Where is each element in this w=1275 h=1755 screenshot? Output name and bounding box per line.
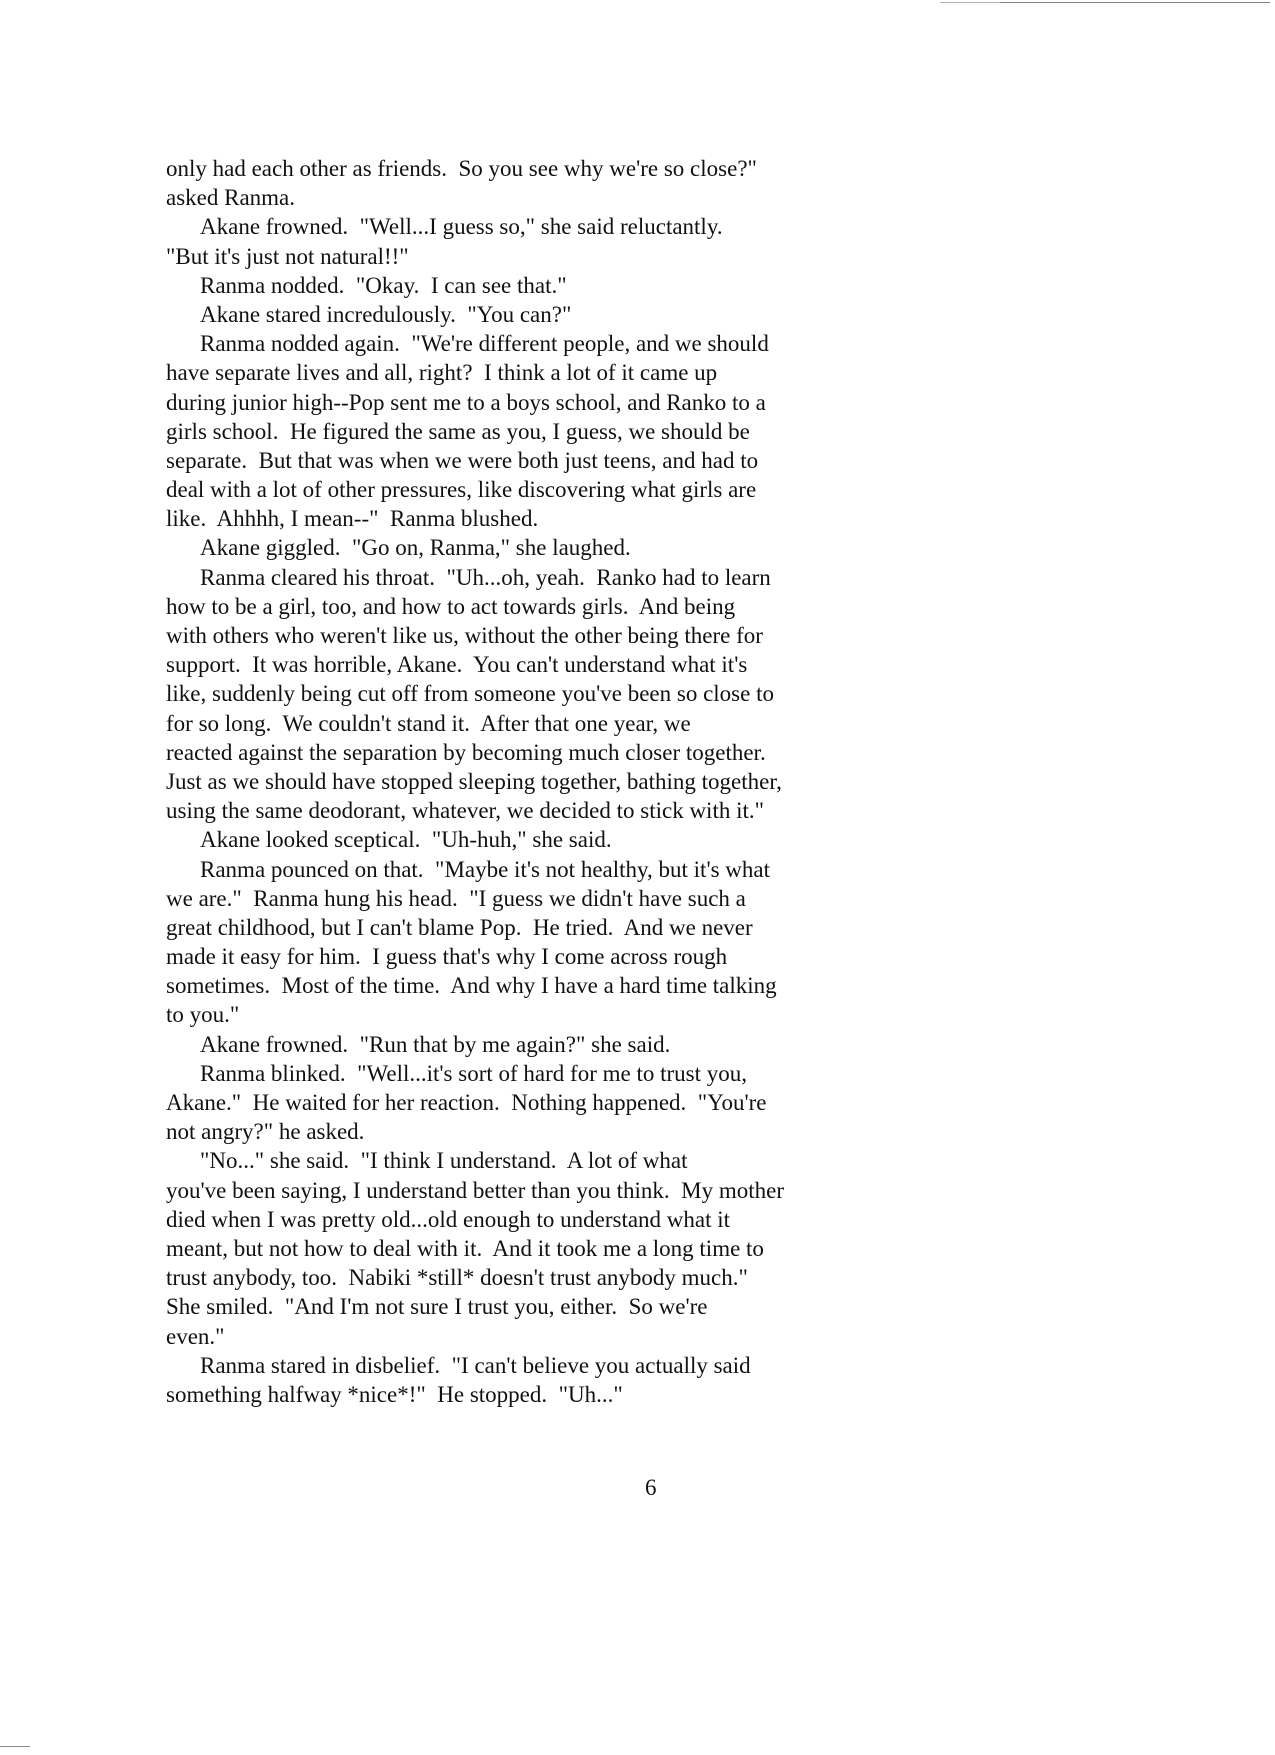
text-line: "No..." she said. "I think I understand. A lot of what: [200, 1148, 688, 1174]
text-line: died when I was pretty old...old enough to understand what it: [166, 1206, 731, 1232]
text-line: She smiled. "And I'm not sure I trust you, either. So we're: [166, 1294, 708, 1320]
text-line: Akane giggled. "Go on, Ranma," she laughed.: [200, 535, 631, 561]
page-body-text: [166, 154, 856, 1409]
text-line: Akane." He waited for her reaction. Nothing happened. "You're: [166, 1090, 767, 1115]
text-line: for so long. We couldn't stand it. After that one year, we: [166, 710, 691, 736]
text-line: Ranma nodded. "Okay. I can see that.": [200, 272, 567, 298]
text-line: Akane looked sceptical. "Uh-huh," she said.: [200, 827, 612, 853]
text-line: separate. But that was when we were both just teens, and had to: [166, 447, 759, 473]
text-line: like. Ahhhh, I mean--" Ranma blushed.: [166, 506, 539, 532]
text-line: "But it's just not natural!!": [166, 243, 409, 269]
text-line: sometimes. Most of the time. And why I have a hard time talking: [166, 973, 777, 999]
text-line: girls school. He figured the same as you, I guess, we should be: [166, 418, 750, 444]
text-line: only had each other as friends. So you see why we're so close?": [166, 156, 757, 181]
text-line: great childhood, but I can't blame Pop. He tried. And we never: [166, 914, 753, 940]
text-line: using the same deodorant, whatever, we decided to stick with it.": [166, 798, 764, 824]
text-line: Akane frowned. "Well...I guess so," she said reluctantly.: [200, 214, 723, 240]
text-line: Just as we should have stopped sleeping together, bathing together,: [166, 768, 782, 794]
text-line: not angry?" he asked.: [166, 1119, 365, 1145]
text-line: how to be a girl, too, and how to act towards girls. And being: [166, 593, 736, 619]
text-line: you've been saying, I understand better than you think. My mother: [166, 1177, 784, 1203]
scan-edge-line-dark: [1000, 2, 1270, 3]
text-line: we are." Ranma hung his head. "I guess we didn't have such a: [166, 885, 746, 911]
text-line: Akane stared incredulously. "You can?": [200, 301, 572, 327]
text-line: during junior high--Pop sent me to a boys school, and Ranko to a: [166, 389, 766, 415]
text-line: made it easy for him. I guess that's why I come across rough: [166, 944, 728, 970]
text-line: like, suddenly being cut off from someone you've been so close to: [166, 681, 774, 707]
text-line: meant, but not how to deal with it. And it took me a long time to: [166, 1235, 764, 1261]
text-line: have separate lives and all, right? I think a lot of it came up: [166, 360, 718, 386]
text-line: deal with a lot of other pressures, like discovering what girls are: [166, 477, 757, 503]
text-line: reacted against the separation by becoming much closer together.: [166, 739, 766, 765]
text-line: Ranma pounced on that. "Maybe it's not healthy, but it's what: [200, 856, 771, 882]
text-line: Akane frowned. "Run that by me again?" she said.: [200, 1031, 671, 1057]
text-line: something halfway *nice*!" He stopped. "Uh...": [166, 1381, 623, 1407]
text-line: trust anybody, too. Nabiki *still* doesn't trust anybody much.": [166, 1265, 748, 1291]
text-line: Ranma stared in disbelief. "I can't believe you actually said: [200, 1352, 751, 1378]
text-line: support. It was horrible, Akane. You can't understand what it's: [166, 652, 748, 678]
text-line: even.": [166, 1323, 225, 1349]
scan-corner-mark: [0, 1746, 30, 1747]
page-number: 6: [645, 1475, 657, 1500]
text-line: Ranma nodded again. "We're different people, and we should: [200, 331, 769, 357]
text-line: with others who weren't like us, without the other being there for: [166, 623, 763, 648]
text-line: Ranma cleared his throat. "Uh...oh, yeah. Ranko had to learn: [200, 564, 771, 590]
text-line: to you.": [166, 1002, 240, 1028]
text-line: asked Ranma.: [166, 185, 296, 211]
text-line: Ranma blinked. "Well...it's sort of hard for me to trust you,: [200, 1060, 747, 1086]
